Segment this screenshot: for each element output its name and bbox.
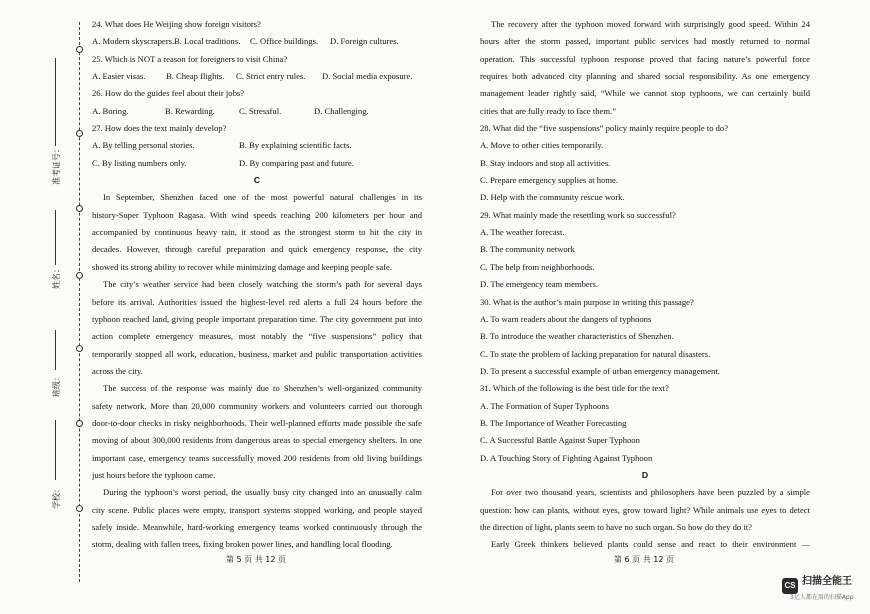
section-heading: D	[641, 469, 649, 480]
option[interactable]: B. Local traditions.	[174, 36, 241, 47]
text-line: door-to-door checks in risky neighborhoods. Their well-planned efforts made possible the safe	[92, 417, 422, 428]
question-26-options	[92, 103, 422, 120]
option[interactable]: B. Cheap flights.	[166, 71, 225, 82]
paragraph	[92, 276, 422, 380]
text-line: accompanied by continuous heavy rain, it stood as the strongest storm to hit the city in	[92, 227, 422, 238]
text-line: The city’s weather service had been closely watching the storm’s path for several days	[103, 279, 422, 290]
paragraph	[92, 484, 422, 553]
text-line: question: how can plants, without eyes, grow toward light? While animals use eyes to detect	[480, 504, 810, 515]
question-24: 24. What does He Weijing show foreign visitors?	[92, 19, 261, 29]
paragraph	[92, 189, 422, 276]
option[interactable]: D. Social media exposure.	[322, 71, 413, 82]
option[interactable]: B. Stay indoors and stop all activities.	[480, 157, 611, 168]
text-line: action complete emergency measures, most notably the “five suspensions” policy that	[92, 331, 422, 342]
question-27-options	[92, 137, 422, 154]
option[interactable]: A. By telling personal stories.	[92, 140, 195, 151]
text-line: safety network. More than 20,000 community workers and volunteers carried out thorough	[92, 400, 422, 411]
option[interactable]: B. The community network	[480, 244, 575, 255]
paragraph	[92, 380, 422, 484]
option[interactable]: A. Modern skyscrapers.	[92, 36, 175, 47]
option[interactable]: C. The help from neighborhoods.	[480, 261, 595, 272]
option[interactable]: C. A Successful Battle Against Super Typhoon	[480, 435, 640, 446]
binding-circle	[76, 272, 83, 279]
text-line: Early Greek thinkers believed plants could sense and react to their environment —	[491, 539, 810, 550]
option[interactable]: C. Prepare emergency supplies at home.	[480, 175, 619, 186]
text-line: decades. However, through careful preparation and quick emergency response, the city	[92, 244, 422, 255]
class-blank[interactable]	[55, 330, 56, 370]
binding-circle	[76, 46, 83, 53]
option[interactable]: A. The Formation of Super Typhoons	[480, 400, 609, 411]
option[interactable]: D. By comparing past and future.	[239, 157, 354, 168]
text-line: just hours before the typhoon came.	[92, 469, 216, 480]
option[interactable]: B. To introduce the weather characteristics of Shenzhen.	[480, 331, 674, 342]
school-blank[interactable]	[55, 420, 56, 480]
option[interactable]: A. Easier visas.	[92, 71, 146, 82]
text-line: moving of about 300,000 residents from dangerous areas to special emergency shelters. In one	[92, 435, 422, 446]
question-28: 28. What did the “five suspensions” policy mainly require people to do?	[480, 123, 729, 134]
option[interactable]: B. The Importance of Weather Forecasting	[480, 417, 627, 428]
text-line: safely inside. Meanwhile, hard-working emergency teams worked continuously through the	[92, 521, 422, 532]
text-line: history-Super Typhoon Ragasa. With wind speeds reaching 200 kilometers per hour and	[92, 209, 422, 220]
section-heading: C	[253, 175, 261, 186]
scanner-logo-icon: CS	[782, 578, 798, 594]
page-5-column	[92, 16, 422, 554]
option[interactable]: A. Move to other cities temporarily.	[480, 140, 604, 151]
scanner-app-name: 扫描全能王	[802, 576, 852, 587]
option[interactable]: A. The weather forecast.	[480, 227, 565, 238]
question-27-options	[92, 155, 422, 172]
option[interactable]: D. The emergency team members.	[480, 279, 599, 290]
page-6-column	[480, 16, 810, 554]
option[interactable]: C. Stressful.	[239, 105, 282, 116]
binding-circle	[76, 420, 83, 427]
binding-circle	[76, 130, 83, 137]
text-line: hours after the storm passed, important public services had mostly returned to normal	[480, 36, 810, 47]
text-line: important case, emergency teams successfully moved 200 residents from old living buildings	[92, 452, 422, 463]
paragraph	[480, 484, 810, 553]
question-24-options	[92, 33, 422, 50]
text-line: The success of the response was mainly due to Shenzhen’s well-organized community	[103, 383, 422, 394]
option[interactable]: D. A Touching Story of Fighting Against Typhoon	[480, 452, 653, 463]
option[interactable]: C. By listing numbers only.	[92, 157, 187, 168]
text-line: storm, dealing with fallen trees, fixing broken power lines, and handling local flooding.	[92, 539, 393, 550]
text-line: showed its strong ability to recover while minimizing damage and keeping people safe.	[92, 261, 392, 272]
text-line: city scene. Public places were empty, transport systems stopped working, and people stayed	[92, 504, 422, 515]
option[interactable]: D. Help with the community rescue work.	[480, 192, 625, 203]
text-line: the direction of light, plants seem to have no such organ. So how do they do it?	[480, 521, 752, 532]
text-line: management leader rightly said, “While we cannot stop typhoons, we can certainly build	[480, 88, 810, 99]
option[interactable]: C. Office buildings.	[250, 36, 319, 47]
question-27: 27. How does the text mainly develop?	[92, 123, 227, 134]
option[interactable]: D. To present a successful example of urban emergency management.	[480, 365, 720, 376]
text-line: operation. This successful typhoon response proved that facing nature’s powerful force	[480, 53, 810, 64]
binding-circle	[76, 205, 83, 212]
name-label: 姓名：	[52, 265, 61, 289]
question-25-options	[92, 68, 422, 85]
scanner-tagline: 3亿人都在用的扫描App	[790, 594, 854, 601]
candidate-number-label: 准考证号：	[52, 145, 61, 185]
text-line: In September, Shenzhen faced one of the most powerful natural challenges in its	[103, 192, 422, 203]
text-line: before its arrival. Authorities issued the highest-level red alerts a full 24 hours before the	[92, 296, 422, 307]
page-number-6: 第 6 页 共 12 页	[614, 555, 674, 564]
question-26: 26. How do the guides feel about their jobs?	[92, 88, 245, 99]
binding-circle	[76, 345, 83, 352]
school-label: 学校：	[52, 485, 61, 509]
option[interactable]: C. To state the problem of lacking preparation for natural disasters.	[480, 348, 711, 359]
binding-margin	[0, 0, 92, 614]
option[interactable]: C. Strict entry rules.	[236, 71, 306, 82]
option[interactable]: D. Foreign cultures.	[330, 36, 399, 47]
text-line: typhoon reached land, giving people important preparation time. The city government put into	[92, 313, 422, 324]
class-label: 班级：	[52, 373, 61, 397]
text-line: cities that are fully ready to face them.”	[480, 105, 617, 116]
text-line: During the typhoon’s worst period, the usually busy city changed into an unusually calm	[103, 487, 422, 498]
page-number-5: 第 5 页 共 12 页	[226, 555, 286, 564]
text-line: The recovery after the typhoon moved forward with surprisingly good speed. Within 24	[491, 19, 810, 29]
paragraph	[480, 16, 810, 120]
question-31: 31. Which of the following is the best title for the text?	[480, 383, 669, 394]
option[interactable]: A. Boring.	[92, 105, 129, 116]
text-line: temporarily stopped all work, education, business, market and public transportation activities	[92, 348, 422, 359]
question-29: 29. What mainly made the resettling work so successful?	[480, 209, 676, 220]
text-line: For over two thousand years, scientists and philosophers have been puzzled by a simple	[491, 487, 810, 498]
option[interactable]: D. Challenging.	[314, 105, 369, 116]
text-line: across the city.	[92, 365, 143, 376]
text-line: requires both advanced city planning and shared social responsibility. As one emergency	[480, 71, 810, 82]
option[interactable]: B. By explaining scientific facts.	[239, 140, 352, 151]
binding-circle	[76, 505, 83, 512]
question-30: 30. What is the author’s main purpose in writing this passage?	[480, 296, 694, 307]
option[interactable]: B. Rewarding.	[165, 105, 215, 116]
question-25: 25. Which is NOT a reason for foreigners to visit China?	[92, 53, 288, 64]
binding-fold-line	[79, 22, 80, 582]
option[interactable]: A. To warn readers about the dangers of typhoons	[480, 313, 652, 324]
candidate-number-blank[interactable]	[55, 58, 56, 146]
